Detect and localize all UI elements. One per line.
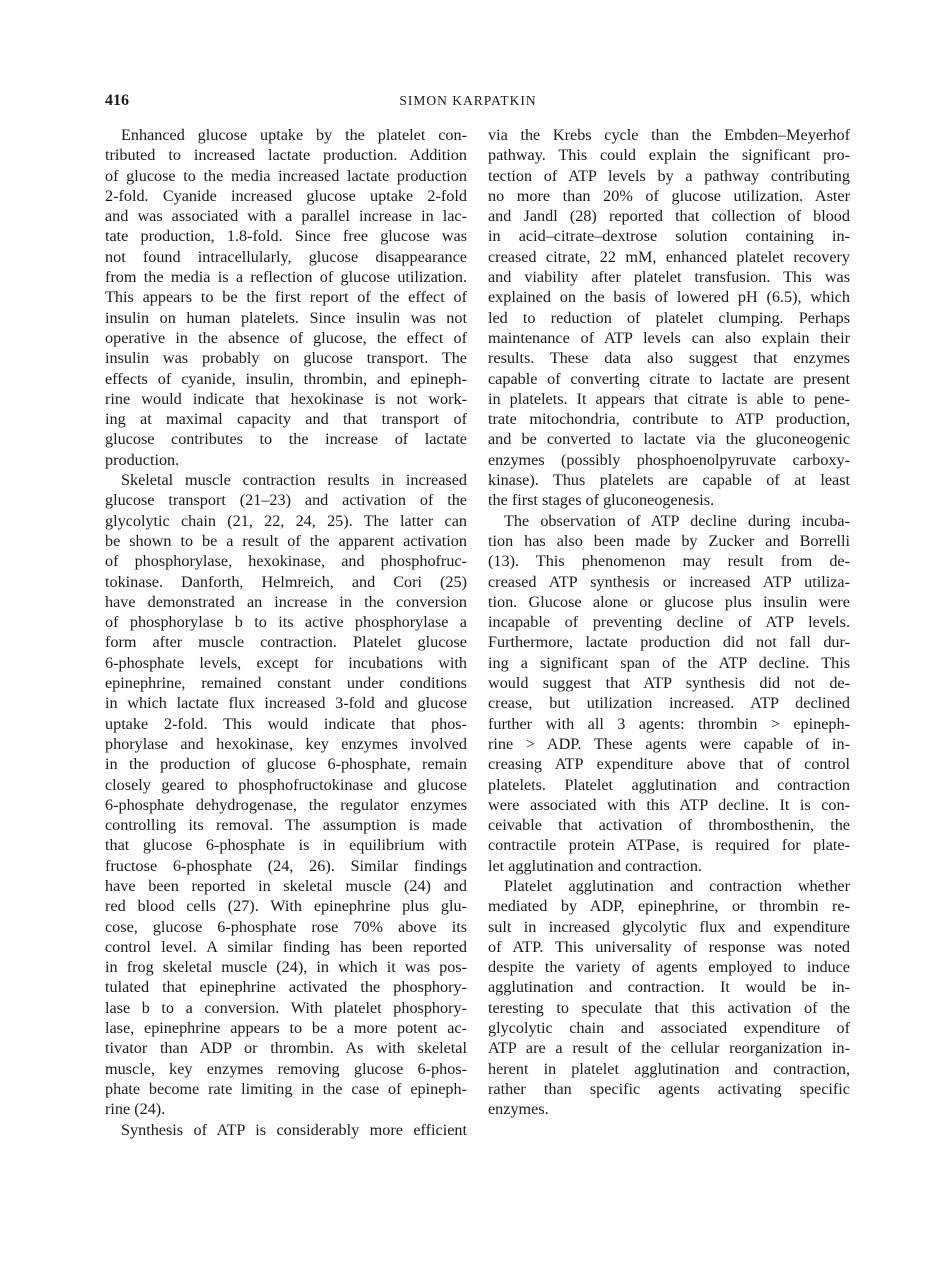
text-line: and was associated with a parallel increase in lac-: [105, 207, 467, 226]
text-line: ing at maximal capacity and that transport of: [105, 410, 467, 429]
text-line: form after muscle contraction. Platelet glucose: [105, 633, 467, 652]
text-line: tate production, 1.8-fold. Since free glucose was: [105, 227, 467, 246]
text-line: contractile protein ATPase, is required for plate-: [488, 836, 850, 855]
text-line: were associated with this ATP decline. It is con-: [488, 795, 850, 814]
text-line: have been reported in skeletal muscle (24) and: [105, 876, 467, 895]
text-line: tection of ATP levels by a pathway contributing: [488, 166, 850, 185]
text-line: despite the variety of agents employed to induce: [488, 958, 850, 977]
text-line: Synthesis of ATP is considerably more efficient: [121, 1120, 467, 1139]
text-line: tion. Glucose alone or glucose plus insulin were: [488, 592, 850, 611]
text-line: of phosphorylase, hexokinase, and phosphofruc-: [105, 552, 467, 571]
text-line: phate become rate limiting in the case of epineph-: [105, 1079, 467, 1098]
text-line: muscle, key enzymes removing glucose 6-phos-: [105, 1059, 467, 1078]
running-head: SIMON KARPATKIN: [399, 93, 537, 108]
text-line: rine > ADP. These agents were capable of in-: [488, 734, 850, 753]
text-line: Skeletal muscle contraction results in increased: [121, 471, 467, 490]
text-line: of ATP. This universality of response was noted: [488, 937, 850, 956]
text-line: creased citrate, 22 mM, enhanced platelet recovery: [488, 247, 850, 266]
text-line: creased ATP synthesis or increased ATP utiliza-: [488, 572, 850, 591]
text-line: agglutination and contraction. It would be in-: [488, 978, 850, 997]
text-line: of glucose to the media increased lactate production: [105, 166, 467, 185]
text-line: glucose transport (21–23) and activation of the: [105, 491, 467, 510]
text-line: not found intracellularly, glucose disappearance: [105, 247, 467, 266]
text-line: kinase). Thus platelets are capable of at least: [488, 471, 850, 490]
text-line: insulin was probably on glucose transport. The: [105, 349, 467, 368]
text-line: Furthermore, lactate production did not fall dur-: [488, 633, 850, 652]
text-line: in acid–citrate–dextrose solution containing in-: [488, 227, 850, 246]
text-line: incapable of preventing decline of ATP levels.: [488, 613, 850, 632]
text-line: 2-fold. Cyanide increased glucose uptake 2-fold: [105, 186, 467, 205]
text-line: insulin on human platelets. Since insulin was not: [105, 308, 467, 327]
text-line: tion has also been made by Zucker and Borrelli: [488, 531, 850, 550]
text-line: led to reduction of platelet clumping. Perhaps: [488, 308, 850, 327]
text-line: production.: [105, 450, 180, 469]
text-line: ing a significant span of the ATP decline. This: [488, 653, 850, 672]
text-line: explained on the basis of lowered pH (6.5), which: [488, 288, 850, 307]
text-line: the first stages of gluconeogenesis.: [488, 491, 715, 510]
text-line: enzymes (possibly phosphoenolpyruvate carboxy-: [488, 450, 850, 469]
text-line: epinephrine, remained constant under conditions: [105, 674, 467, 693]
text-line: and Jandl (28) reported that collection of blood: [488, 207, 850, 226]
text-line: uptake 2-fold. This would indicate that phos-: [105, 714, 467, 733]
text-line: have demonstrated an increase in the conversion: [105, 592, 467, 611]
text-line: lase b to a conversion. With platelet phosphory-: [105, 998, 467, 1017]
text-line: closely geared to phosphofructokinase and glucose: [105, 775, 467, 794]
text-line: trate mitochondria, contribute to ATP production,: [488, 410, 850, 429]
text-line: rine would indicate that hexokinase is not work-: [105, 389, 467, 408]
text-line: controlling its removal. The assumption is made: [105, 816, 467, 835]
text-line: enzymes.: [488, 1100, 549, 1119]
paragraph: [105, 470, 467, 1120]
text-line: in which lactate flux increased 3-fold and glucose: [105, 694, 467, 713]
paragraph: [488, 125, 850, 511]
text-line: tokinase. Danforth, Helmreich, and Cori (25): [105, 572, 467, 591]
text-line: The observation of ATP decline during incuba-: [504, 511, 850, 530]
text-line: effects of cyanide, insulin, thrombin, and epineph-: [105, 369, 467, 388]
text-line: tivator than ADP or thrombin. As with skeletal: [105, 1039, 467, 1058]
left-column: [105, 125, 467, 1140]
text-line: that glucose 6-phosphate is in equilibrium with: [105, 836, 467, 855]
text-line: (13). This phenomenon may result from de-: [488, 552, 850, 571]
text-line: Enhanced glucose uptake by the platelet con-: [121, 126, 467, 144]
right-column: [488, 125, 850, 1120]
text-line: crease, but utilization increased. ATP declined: [488, 694, 850, 713]
text-line: and be converted to lactate via the gluconeogenic: [488, 430, 850, 449]
paragraph: [488, 876, 850, 1120]
text-line: This appears to be the first report of the effect of: [105, 288, 467, 307]
text-line: in the production of glucose 6-phosphate, remain: [105, 755, 467, 774]
text-line: lase, epinephrine appears to be a more potent ac-: [105, 1019, 467, 1038]
text-line: glucose contributes to the increase of lactate: [105, 430, 467, 449]
text-line: glycolytic chain and associated expenditure of: [488, 1019, 850, 1038]
text-line: control level. A similar finding has been reported: [105, 937, 467, 956]
paragraph: [488, 511, 850, 876]
text-line: and viability after platelet transfusion. This was: [488, 268, 850, 287]
text-line: sult in increased glycolytic flux and expenditure: [488, 917, 850, 936]
text-line: red blood cells (27). With epinephrine plus glu-: [105, 897, 467, 916]
text-line: results. These data also suggest that enzymes: [488, 349, 850, 368]
text-line: cose, glucose 6-phosphate rose 70% above its: [105, 917, 467, 936]
text-line: further with all 3 agents: thrombin > epineph-: [488, 714, 850, 733]
text-line: tulated that epinephrine activated the phosphory-: [105, 978, 467, 997]
text-line: let agglutination and contraction.: [488, 856, 702, 875]
text-line: from the media is a reflection of glucose utilization.: [105, 268, 467, 287]
text-line: be shown to be a result of the apparent activation: [105, 531, 467, 550]
text-line: in platelets. It appears that citrate is able to pene-: [488, 389, 850, 408]
text-line: rine (24).: [105, 1100, 166, 1119]
text-line: capable of converting citrate to lactate are present: [488, 369, 850, 388]
text-line: in frog skeletal muscle (24), in which it was pos-: [105, 958, 467, 977]
paragraph: [105, 1120, 467, 1140]
text-line: maintenance of ATP levels can also explain their: [488, 328, 850, 347]
text-line: ceivable that activation of thrombosthenin, the: [488, 816, 850, 835]
text-line: teresting to speculate that this activation of the: [488, 998, 850, 1017]
text-line: mediated by ADP, epinephrine, or thrombin re-: [488, 897, 850, 916]
text-line: ATP are a result of the cellular reorganization in-: [488, 1039, 850, 1058]
text-line: 6-phosphate levels, except for incubations with: [105, 653, 467, 672]
text-line: would suggest that ATP synthesis did not de-: [488, 674, 850, 693]
text-line: glycolytic chain (21, 22, 24, 25). The latter can: [105, 511, 467, 530]
text-line: tributed to increased lactate production. Addition: [105, 146, 467, 165]
text-line: creasing ATP expenditure above that of control: [488, 755, 850, 774]
text-line: no more than 20% of glucose utilization. Aster: [488, 186, 850, 205]
text-line: phorylase and hexokinase, key enzymes involved: [105, 734, 467, 753]
text-line: 6-phosphate dehydrogenase, the regulator enzymes: [105, 795, 467, 814]
text-line: rather than specific agents activating specific: [488, 1079, 850, 1098]
text-line: via the Krebs cycle than the Embden–Meyerhof: [488, 126, 850, 144]
page-number: 416: [105, 92, 129, 109]
text-line: of phosphorylase b to its active phosphorylase a: [105, 613, 467, 632]
text-line: pathway. This could explain the significant pro-: [488, 146, 850, 165]
text-line: herent in platelet agglutination and contraction,: [488, 1059, 850, 1078]
paragraph: [105, 125, 467, 470]
text-line: fructose 6-phosphate (24, 26). Similar findings: [105, 856, 467, 875]
text-line: operative in the absence of glucose, the effect of: [105, 328, 467, 347]
text-line: platelets. Platelet agglutination and contraction: [488, 775, 850, 794]
text-line: Platelet agglutination and contraction whether: [504, 876, 850, 895]
